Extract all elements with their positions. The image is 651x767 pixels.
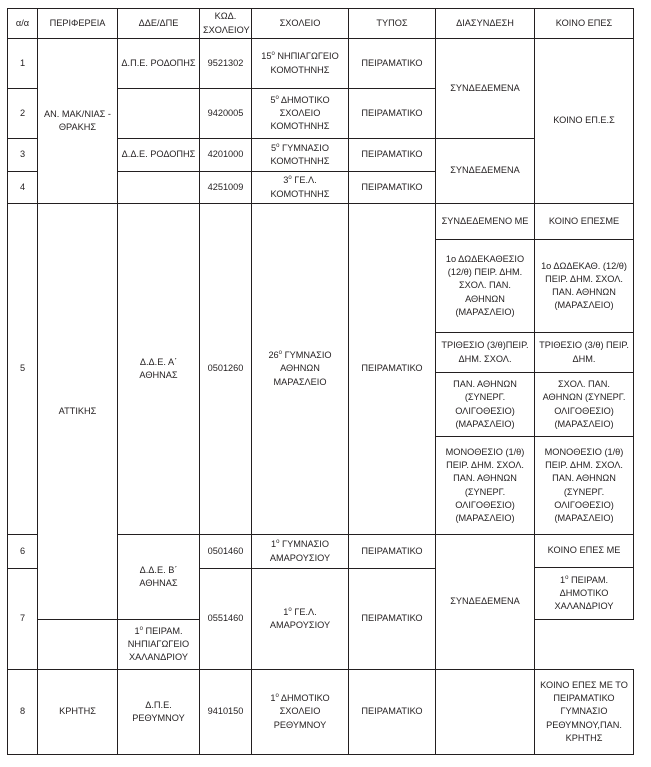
dde-cell (118, 89, 200, 139)
link-header-cell: ΣΥΝΔΕΔΕΜΕΝΟ ΜΕ (436, 204, 535, 240)
link-cell: ΣΥΝΔΕΔΕΜΕΝΑ (436, 535, 535, 670)
header-link: ΔΙΑΣΥΝΔΕΣΗ (436, 9, 535, 39)
header-code: ΚΩΔ. ΣΧΟΛΕΙΟΥ (200, 9, 252, 39)
dde-cell: Δ.Δ.Ε. Α΄ ΑΘΗΝΑΣ (118, 204, 200, 535)
epes-cell: ΤΡΙΘΕΣΙΟ (3/θ) ΠΕΙΡ. ΔΗΜ. (535, 333, 634, 373)
cropped-text-line (0, 0, 651, 4)
dde-cell (118, 172, 200, 204)
epes-cell: $1^o$ ΠΕΙΡΑΜ. ΔΗΜΟΤΙΚΟ ΧΑΛΑΝΔΡΙΟΥ (535, 568, 634, 620)
school-cell: $1^o$ ΓΕ.Λ. ΑΜΑΡΟΥΣΙΟΥ (252, 569, 349, 670)
epes-cell: $1^o$ ΠΕΙΡΑΜ. ΝΗΠΙΑΓΩΓΕΙΟ ΧΑΛΑΝΔΡΙΟΥ (118, 620, 200, 670)
row-num: 2 (8, 89, 38, 139)
region-cell: ΚΡΗΤΗΣ (38, 670, 118, 755)
epes-header-cell: ΚΟΙΝΟ ΕΠΕΣΜΕ (535, 204, 634, 240)
schools-table (7, 8, 634, 755)
header-num: α/α (8, 9, 38, 39)
row-num: 4 (8, 172, 38, 204)
school-cell: $5^o$ ΓΥΜΝΑΣΙΟ ΚΟΜΟΤΗΝΗΣ (252, 139, 349, 172)
dde-cell: Δ.Δ.Ε. ΡΟΔΟΠΗΣ (118, 139, 200, 172)
code-cell: 0501260 (200, 204, 252, 535)
header-epes: ΚΟΙΝΟ ΕΠΕΣ (535, 9, 634, 39)
epes-cell: ΚΟΙΝΟ ΕΠΕΣ ΜΕ ΤΟ ΠΕΙΡΑΜΑΤΙΚΟ ΓΥΜΝΑΣΙΟ ΡΕΘΥΜΝΟΥ,ΠΑΝ. ΚΡΗΤΗΣ (535, 670, 634, 755)
dde-cell: Δ.Π.Ε. ΡΟΔΟΠΗΣ (118, 39, 200, 89)
link-cell-empty (436, 670, 535, 755)
header-row (8, 9, 634, 39)
code-cell: 9410150 (200, 670, 252, 755)
code-cell: 9521302 (200, 39, 252, 89)
code-cell: 4201000 (200, 139, 252, 172)
table-row (8, 670, 634, 755)
type-cell: ΠΕΙΡΑΜΑΤΙΚΟ (349, 670, 436, 755)
link-cell: 1ο ΔΩΔΕΚΑΘΕΣΙΟ (12/θ) ΠΕΙΡ. ΔΗΜ. ΣΧΟΛ. ΠΑΝ. ΑΘΗΝΩΝ (ΜΑΡΑΣΛΕΙΟ) (436, 240, 535, 333)
type-cell: ΠΕΙΡΑΜΑΤΙΚΟ (349, 39, 436, 89)
row-num: 6 (8, 535, 38, 569)
school-cell: $1^o$ ΔΗΜΟΤΙΚΟ ΣΧΟΛΕΙΟ ΡΕΘΥΜΝΟΥ (252, 670, 349, 755)
dde-cell: Δ.Π.Ε. ΡΕΘΥΜΝΟΥ (118, 670, 200, 755)
table-row (8, 204, 634, 240)
row-num: 3 (8, 139, 38, 172)
school-cell: $3^o$ ΓΕ.Λ. ΚΟΜΟΤΗΝΗΣ (252, 172, 349, 204)
row-num: 1 (8, 39, 38, 89)
code-cell: 4251009 (200, 172, 252, 204)
type-cell: ΠΕΙΡΑΜΑΤΙΚΟ (349, 172, 436, 204)
epes-cell: ΜΟΝΟΘΕΣΙΟ (1/θ) ΠΕΙΡ. ΔΗΜ. ΣΧΟΛ. ΠΑΝ. ΑΘΗΝΩΝ (ΣΥΝΕΡΓ. ΟΛΙΓΟΘΕΣΙΟ) (ΜΑΡΑΣΛΕΙΟ) (535, 437, 634, 535)
type-cell: ΠΕΙΡΑΜΑΤΙΚΟ (349, 204, 436, 535)
header-dde: ΔΔΕ/ΔΠΕ (118, 9, 200, 39)
type-cell: ΠΕΙΡΑΜΑΤΙΚΟ (349, 569, 436, 670)
type-cell: ΠΕΙΡΑΜΑΤΙΚΟ (349, 139, 436, 172)
type-cell: ΠΕΙΡΑΜΑΤΙΚΟ (349, 535, 436, 569)
type-cell: ΠΕΙΡΑΜΑΤΙΚΟ (349, 89, 436, 139)
code-cell: 9420005 (200, 89, 252, 139)
region-cell: ΑΤΤΙΚΗΣ (38, 204, 118, 620)
epes-cell: 1ο ΔΩΔΕΚΑΘ. (12/θ) ΠΕΙΡ. ΔΗΜ. ΣΧΟΛ. ΠΑΝ. ΑΘΗΝΩΝ (ΜΑΡΑΣΛΕΙΟ) (535, 240, 634, 333)
code-cell: 0501460 (200, 535, 252, 569)
code-cell: 0551460 (200, 569, 252, 670)
header-type: ΤΥΠΟΣ (349, 9, 436, 39)
school-cell: $15^o$ ΝΗΠΙΑΓΩΓΕΙΟ ΚΟΜΟΤΗΝΗΣ (252, 39, 349, 89)
dde-cell-empty (38, 620, 118, 670)
school-cell: $1^o$ ΓΥΜΝΑΣΙΟ ΑΜΑΡΟΥΣΙΟΥ (252, 535, 349, 569)
school-cell: $5^o$ ΔΗΜΟΤΙΚΟ ΣΧΟΛΕΙΟ ΚΟΜΟΤΗΝΗΣ (252, 89, 349, 139)
link-cell: ΠΑΝ. ΑΘΗΝΩΝ (ΣΥΝΕΡΓ. ΟΛΙΓΟΘΕΣΙΟ) (ΜΑΡΑΣΛΕΙΟ) (436, 373, 535, 437)
link-cell: ΜΟΝΟΘΕΣΙΟ (1/θ) ΠΕΙΡ. ΔΗΜ. ΣΧΟΛ. ΠΑΝ. ΑΘΗΝΩΝ (ΣΥΝΕΡΓ. ΟΛΙΓΟΘΕΣΙΟ) (ΜΑΡΑΣΛΕΙΟ) (436, 437, 535, 535)
epes-header-cell: ΚΟΙΝΟ ΕΠΕΣ ΜΕ (535, 535, 634, 568)
dde-cell: Δ.Δ.Ε. Β΄ ΑΘΗΝΑΣ (118, 535, 200, 620)
row-num: 7 (8, 569, 38, 670)
link-cell: ΣΥΝΔΕΔΕΜΕΝΑ (436, 39, 535, 139)
epes-cell: ΣΧΟΛ. ΠΑΝ. ΑΘΗΝΩΝ (ΣΥΝΕΡΓ. ΟΛΙΓΟΘΕΣΙΟ) (ΜΑΡΑΣΛΕΙΟ) (535, 373, 634, 437)
epes-cell: ΚΟΙΝΟ ΕΠ.Ε.Σ (535, 39, 634, 204)
region-cell: ΑΝ. ΜΑΚ/ΝΙΑΣ - ΘΡΑΚΗΣ (38, 39, 118, 204)
header-region: ΠΕΡΙΦΕΡΕΙΑ (38, 9, 118, 39)
row-num: 8 (8, 670, 38, 755)
header-school: ΣΧΟΛΕΙΟ (252, 9, 349, 39)
table-row (8, 39, 634, 89)
link-cell: ΤΡΙΘΕΣΙΟ (3/θ)ΠΕΙΡ. ΔΗΜ. ΣΧΟΛ. (436, 333, 535, 373)
link-cell: ΣΥΝΔΕΔΕΜΕΝΑ (436, 139, 535, 204)
row-num: 5 (8, 204, 38, 535)
school-cell: $26^o$ ΓΥΜΝΑΣΙΟ ΑΘΗΝΩΝ ΜΑΡΑΣΛΕΙΟ (252, 204, 349, 535)
